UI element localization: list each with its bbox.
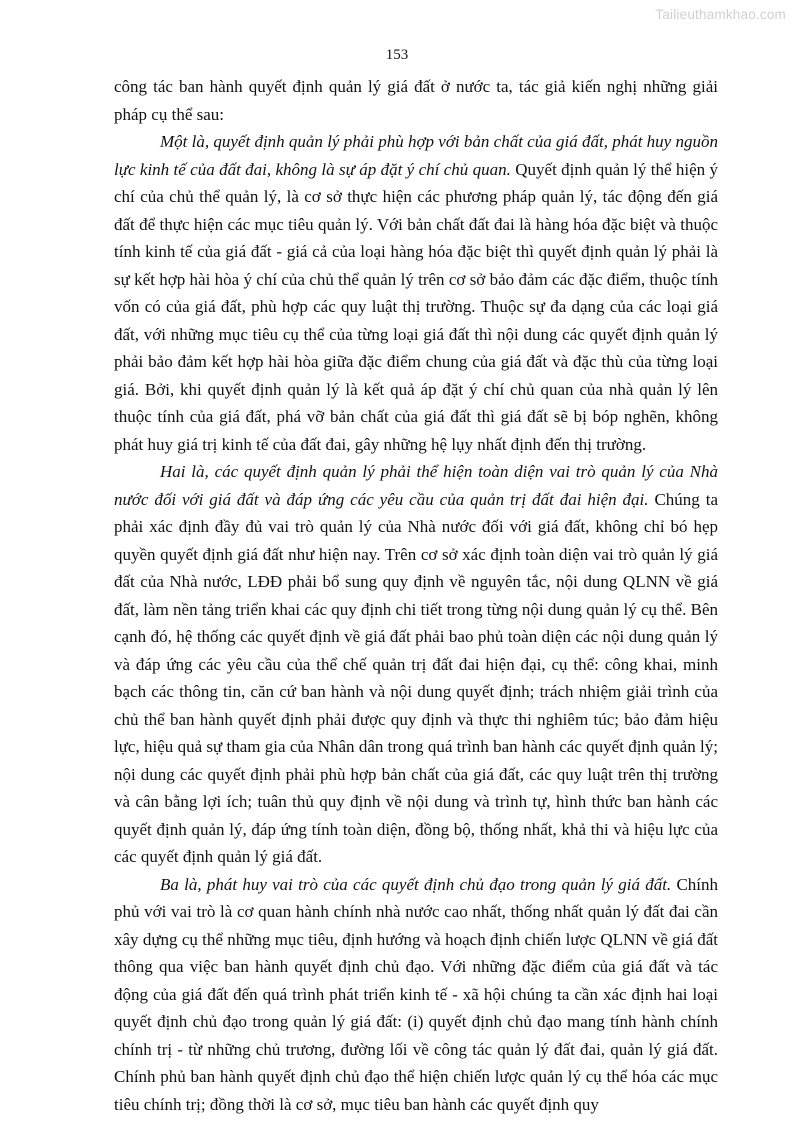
solution-2-body: Chúng ta phải xác định đầy đủ vai trò quản lý của Nhà nước đối với giá đất, không chỉ bó hẹp quyền quyết định giá đất như hiện nay. Trên cơ sở xác định toàn diện vai trò quản lý giá đất của Nhà nước, LĐĐ phải bổ sung quy định về nguyên tắc, nội dung QLNN về giá đất, làm nền tảng triển khai các quy định chi tiết trong từng nội dung quản lý cụ thể. Bên cạnh đó, hệ thống các quyết định về giá đất phải bao phủ toàn diện các nội dung quản lý và đáp ứng các yêu cầu của thể chế quản trị đất đai hiện đại, cụ thể: công khai, minh bạch các thông tin, căn cứ ban hành và nội dung quyết định; trách nhiệm giải trình của chủ thể ban hành quyết định phải được quy định và thực thi nghiêm túc; bảo đảm hiệu lực, hiệu quả sự tham gia của Nhân dân trong quá trình ban hành các quyết định quản lý; nội dung các quyết định phải phù hợp bản chất của giá đất, các quy luật trên thị trường và cân bằng lợi ích; tuân thủ quy định về nội dung và trình tự, hình thức ban hành các quyết định quản lý, đáp ứng tính toàn diện, đồng bộ, thống nhất, khả thi và hiệu lực của các quyết định quản lý giá đất. — [114, 489, 718, 866]
solution-3-heading: Ba là, phát huy vai trò của các quyết định chủ đạo trong quản lý giá đất. — [160, 874, 672, 894]
solution-2-heading: Hai là, các quyết định quản lý phải thể hiện toàn diện vai trò quản lý của Nhà nước đối với giá đất và đáp ứng các yêu cầu của quản trị đất đai hiện đại. — [114, 462, 718, 509]
solution-1-heading: Một là, quyết định quản lý phải phù hợp với bản chất của giá đất, phát huy nguồn lực kinh tế của đất đai, không là sự áp đặt ý chí chủ quan. — [114, 132, 718, 179]
paragraph-solution-2 — [114, 458, 718, 871]
paragraph-solution-1 — [114, 128, 718, 458]
paragraph-solution-3 — [114, 871, 718, 1119]
solution-3-body: Chính phủ với vai trò là cơ quan hành chính nhà nước cao nhất, thống nhất quản lý đất đai cần xây dựng cụ thể những mục tiêu, định hướng và hoạch định chiến lược QLNN về giá đất thông qua việc ban hành quyết định chủ đạo. Với những đặc điểm của giá đất và tác động của giá đất đến quá trình phát triển kinh tế - xã hội chúng ta cần xác định hai loại quyết định chủ đạo trong quản lý giá đất: (i) quyết định chủ đạo mang tính hành chính chính trị - từ những chủ trương, đường lối về công tác quản lý đất đai, quản lý giá đất. Chính phủ ban hành quyết định chủ đạo thể hiện chiến lược quản lý cụ thể hóa các mục tiêu chính trị; đồng thời là cơ sở, mục tiêu ban hành các quyết định quy — [114, 874, 719, 1114]
watermark-text: Tailieuthamkhao.com — [655, 7, 786, 22]
document-body — [114, 73, 718, 1118]
paragraph-intro-text: công tác ban hành quyết định quản lý giá đất ở nước ta, tác giả kiến nghị những giải pháp cụ thể sau: — [114, 77, 718, 124]
solution-1-body: Quyết định quản lý thể hiện ý chí của chủ thể quản lý, là cơ sở thực hiện các phương pháp quản lý, tác động đến giá đất để thực hiện các mục tiêu quản lý. Với bản chất đất đai là hàng hóa đặc biệt và thuộc tính kinh tế của giá đất - giá cả của loại hàng hóa đặc biệt thì quyết định quản lý phải là sự kết hợp hài hòa ý chí của chủ thể quản lý trên cơ sở bảo đảm các đặc điểm, thuộc tính vốn có của giá đất, phù hợp các quy luật thị trường. Thuộc sự đa dạng của các loại giá đất, với những mục tiêu cụ thể của từng loại giá đất thì nội dung các quyết định quản lý phải bảo đảm kết hợp hài hòa giữa đặc điểm chung của giá đất và đặc thù của từng loại giá. Bởi, khi quyết định quản lý là kết quả áp đặt ý chí chủ quan của nhà quản lý lên thuộc tính của giá đất, phá vỡ bản chất của giá đất thì giá đất sẽ bị bóp nghẽn, không phát huy giá trị kinh tế của đất đai, gây những hệ lụy nhất định đến thị trường. — [114, 159, 719, 454]
paragraph-intro — [114, 73, 718, 128]
page-number: 153 — [385, 47, 409, 63]
